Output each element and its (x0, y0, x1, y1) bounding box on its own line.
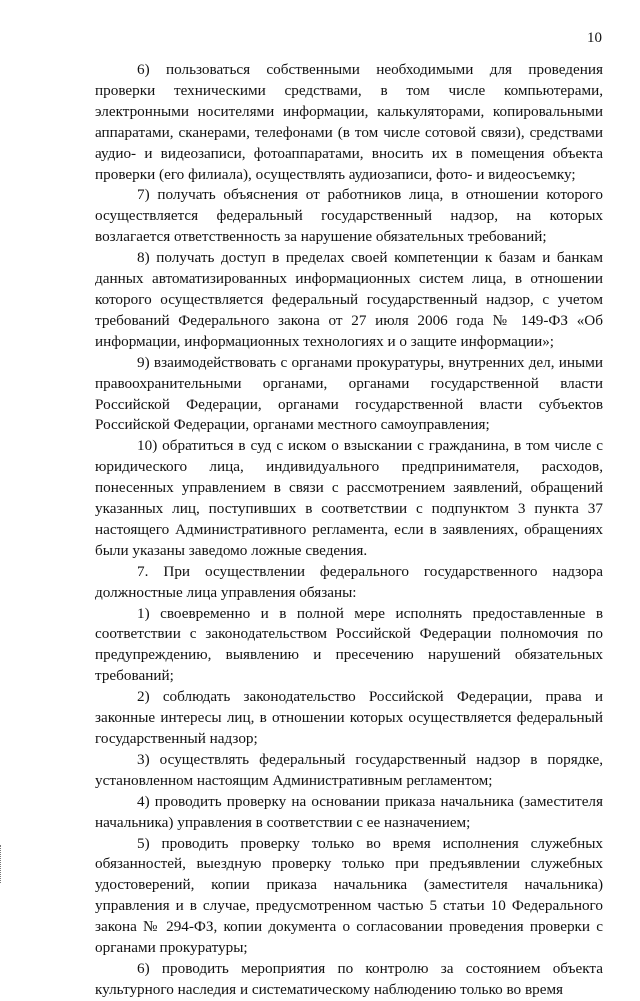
paragraph: 9) взаимодействовать с органами прокуратуры, внутренних дел, иными правоохранительными органами, органами государственной власти Российской Федерации, органами государственной власти субъектов Российской Федерации, органами местного самоуправления; (95, 353, 603, 434)
paragraph: 7. При осуществлении федерального государственного надзора должностные лица управления обязаны: (95, 562, 603, 601)
paragraph: 3) осуществлять федеральный государственный надзор в порядке, установленном настоящим Административным регламентом; (95, 750, 603, 789)
paragraph: 4) проводить проверку на основании приказа начальника (заместителя начальника) управления в соответствии с ее назначением; (95, 792, 603, 831)
paragraph: 8) получать доступ в пределах своей компетенции к базам и банкам данных автоматизированных информационных систем лица, в отношении которого осуществляется федеральный государственный надзор, с учетом требований Федерального закона от 27 июля 2006 года № 149-ФЗ «Об информации, информационных технологиях и о защите информации»; (95, 249, 603, 350)
paragraph: 10) обратиться в суд с иском о взыскании с гражданина, в том числе с юридического лица, индивидуального предпринимателя, расходов, понесенных управлением в связи с рассмотрением заявлений, обращений указанных лиц, поступивших в соответствии с подпунктом 3 пункта 37 настоящего Административного регламента, если в заявлениях, обращениях были указаны заведомо ложные сведения. (95, 437, 603, 559)
paragraph: 7) получать объяснения от работников лица, в отношении которого осуществляется федеральный государственный надзор, на которых возлагается ответственность за нарушение обязательных требований; (95, 186, 603, 246)
paragraph: 5) проводить проверку только во время исполнения служебных обязанностей, выездную проверку только при предъявлении служебных удостоверений, копии приказа начальника (заместителя начальника) управления и в случае, предусмотренном частью 5 статьи 10 Федерального закона № 294-ФЗ, копии документа о согласовании проведения проверки с органами прокуратуры; (95, 834, 603, 957)
page-number: 10 (587, 30, 602, 46)
document-body (95, 60, 603, 1001)
scan-margin-mark (0, 845, 4, 883)
paragraph: 6) пользоваться собственными необходимыми для проведения проверки техническими средствами, в том числе компьютерами, электронными носителями информации, калькуляторами, копировальными аппаратами, сканерами, телефонами (в том числе сотовой связи), средствами аудио- и видеозаписи, фотоаппаратами, вносить их в помещения объекта проверки (его филиала), осуществлять аудиозаписи, фото- и видеосъемку; (95, 61, 603, 183)
paragraph: 1) своевременно и в полной мере исполнять предоставленные в соответствии с законодательством Российской Федерации полномочия по предупреждению, выявлению и пресечению нарушений обязательных требований; (95, 604, 603, 685)
paragraph: 2) соблюдать законодательство Российской Федерации, права и законные интересы лиц, в отношении которых осуществляется федеральный государственный надзор; (95, 688, 603, 747)
paragraph: 6) проводить мероприятия по контролю за состоянием объекта культурного наследия и систематическому наблюдению только во время (95, 959, 603, 998)
